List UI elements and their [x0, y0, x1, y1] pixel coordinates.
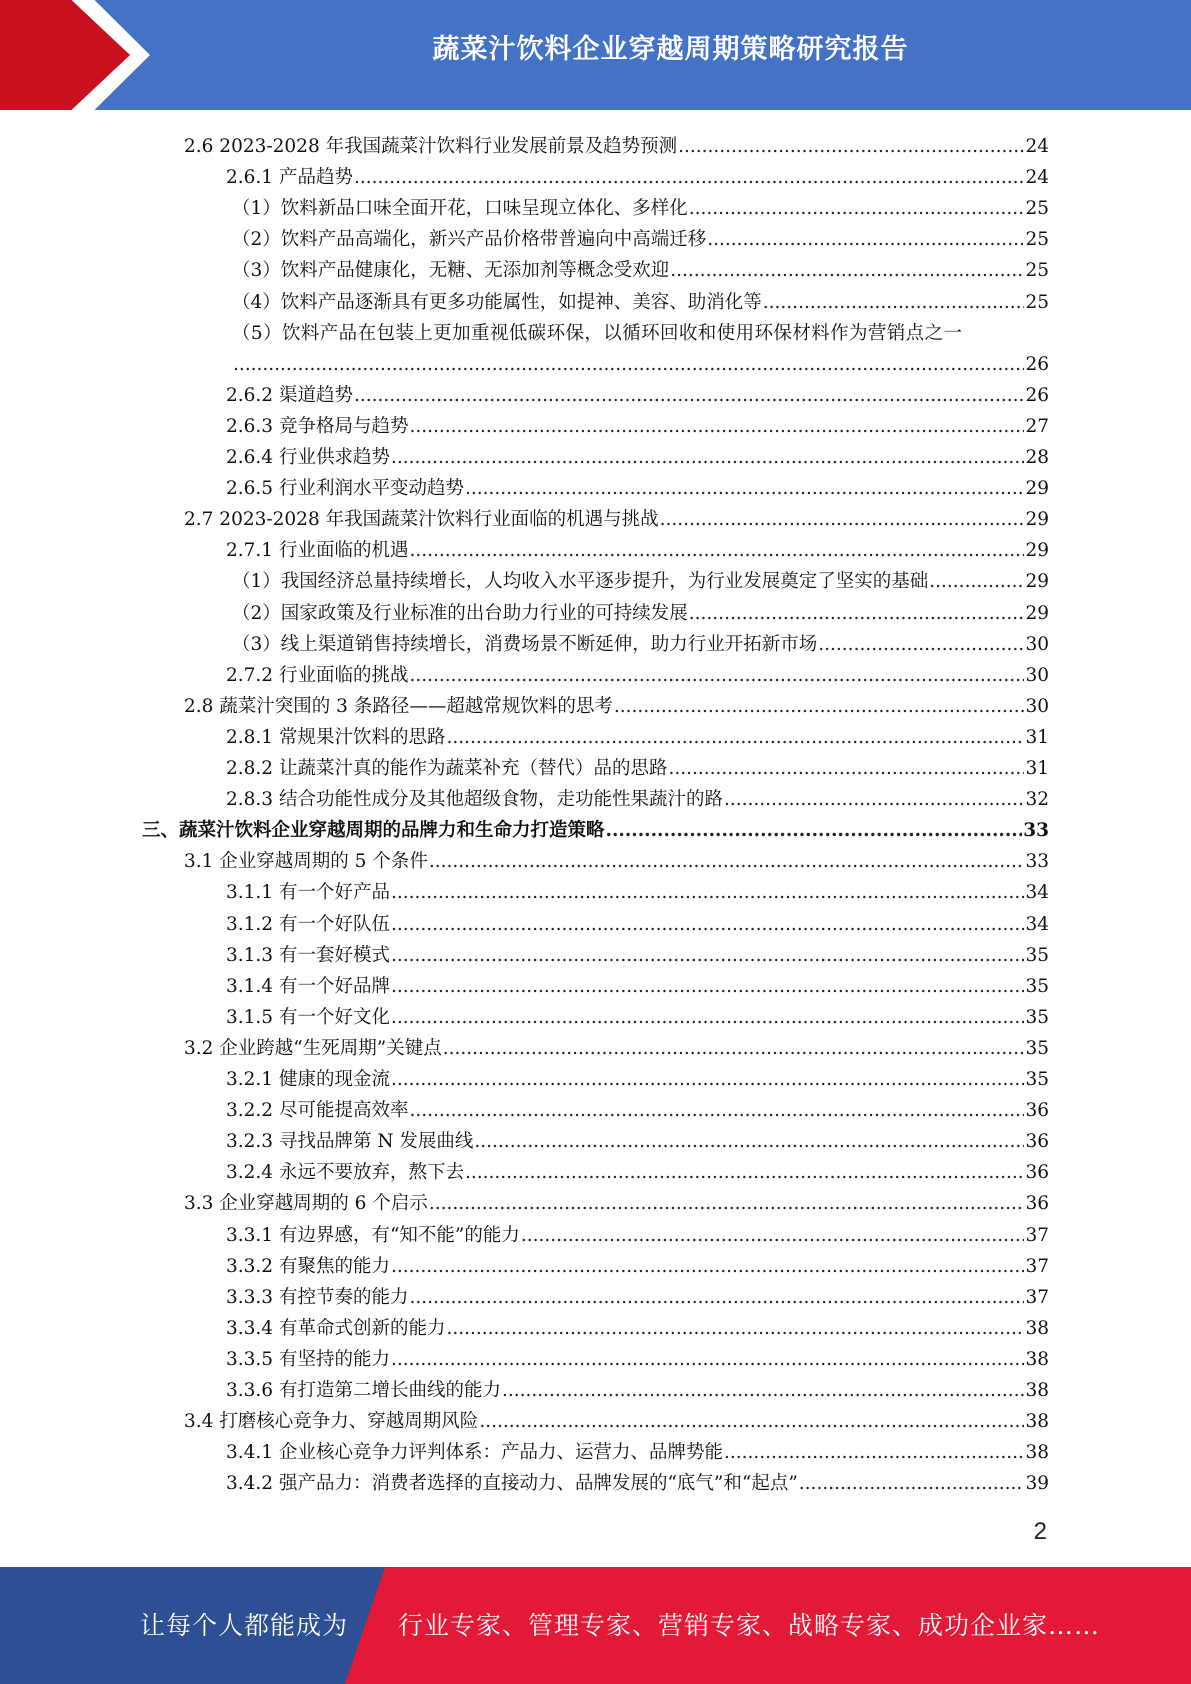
dot-leader — [391, 914, 1024, 936]
toc-entry-page: 39 — [1025, 1473, 1049, 1495]
toc-entry-title: 3.2.4 永远不要放弃，熬下去 — [226, 1162, 464, 1184]
toc-entry[interactable] — [226, 438, 1049, 469]
dot-leader — [354, 385, 1025, 407]
toc-entry-title: （1）我国经济总量持续增长，人均收入水平逐步提升，为行业发展奠定了坚实的基础 — [232, 571, 929, 593]
dot-leader — [429, 1193, 1025, 1215]
toc-entry[interactable] — [226, 998, 1049, 1029]
page-number: 2 — [1033, 1518, 1047, 1545]
dot-leader — [391, 1069, 1024, 1091]
toc-entry[interactable] — [226, 749, 1049, 780]
dot-leader — [818, 634, 1024, 656]
toc-entry-title: 3.3.5 有坚持的能力 — [226, 1348, 390, 1370]
dot-leader — [479, 1411, 1024, 1433]
toc-entry[interactable] — [232, 562, 1049, 593]
toc-entry-page: 31 — [1025, 726, 1049, 748]
toc-entry-page: 25 — [1025, 229, 1049, 251]
toc-entry[interactable] — [184, 1029, 1049, 1060]
toc-entry-title: 2.8.2 让蔬菜汁真的能作为蔬菜补充（替代）品的思路 — [226, 758, 668, 779]
toc-entry[interactable] — [226, 1091, 1049, 1122]
toc-entry[interactable] — [226, 376, 1049, 407]
toc-entry-title: 3.2 企业跨越“生死周期”关键点 — [184, 1037, 442, 1059]
toc-entry[interactable] — [226, 718, 1049, 749]
toc-entry[interactable] — [232, 314, 1049, 345]
toc-entry-title: （5）饮料产品在包装上更加重视低碳环保，以循环回收和使用环保材料作为营销点之一 — [232, 322, 963, 344]
toc-entry[interactable] — [184, 687, 1049, 718]
toc-entry[interactable] — [184, 842, 1049, 873]
dot-leader — [465, 1162, 1024, 1184]
dot-leader — [678, 136, 1024, 158]
toc-entry-title: 2.6.3 竞争格局与趋势 — [226, 415, 409, 437]
toc-entry[interactable] — [226, 1371, 1049, 1402]
dot-leader — [670, 260, 1024, 282]
footer-slogan-right: 行业专家、管理专家、营销专家、战略专家、成功企业家…… — [398, 1611, 1101, 1640]
toc-entry[interactable] — [226, 936, 1049, 967]
dot-leader — [660, 509, 1025, 531]
toc-entry-page: 36 — [1025, 1131, 1049, 1153]
dot-leader — [391, 447, 1024, 469]
toc-entry-title: 3.1.2 有一个好队伍 — [226, 913, 390, 935]
toc-entry-title: 2.7.2 行业面临的挑战 — [226, 664, 409, 686]
toc-entry-title: 3.2.1 健康的现金流 — [226, 1069, 390, 1090]
dot-leader — [391, 882, 1024, 904]
dot-leader — [233, 354, 1024, 376]
toc-entry-page: 38 — [1025, 1411, 1049, 1433]
toc-entry[interactable] — [226, 158, 1049, 189]
toc-entry-title: 3.3.3 有控节奏的能力 — [226, 1286, 409, 1308]
toc-entry[interactable] — [232, 220, 1049, 251]
toc-entry-title: 3.3.6 有打造第二增长曲线的能力 — [226, 1380, 501, 1401]
dot-leader — [724, 789, 1024, 811]
toc-entry-page: 29 — [1025, 509, 1049, 531]
toc-entry[interactable] — [184, 1402, 1049, 1433]
toc-entry[interactable] — [232, 625, 1049, 656]
toc-entry[interactable] — [226, 407, 1049, 438]
dot-leader — [446, 727, 1024, 749]
toc-entry-page: 30 — [1025, 664, 1049, 686]
toc-entry-page: 36 — [1025, 1193, 1049, 1215]
toc-entry-page: 35 — [1025, 975, 1049, 997]
dot-leader — [724, 1442, 1024, 1464]
dot-leader — [391, 976, 1024, 998]
dot-leader — [391, 945, 1024, 967]
toc-entry-page: 25 — [1025, 198, 1049, 220]
dot-leader — [502, 1380, 1024, 1402]
toc-entry-page: 25 — [1025, 291, 1049, 313]
toc-entry-title: 3.3.2 有聚焦的能力 — [226, 1255, 390, 1277]
toc-entry-title: 3.2.2 尽可能提高效率 — [226, 1100, 409, 1122]
toc-entry-title: 3.1.3 有一套好模式 — [226, 944, 390, 966]
toc-entry[interactable] — [226, 1153, 1049, 1184]
toc-entry-page: 33 — [1023, 820, 1049, 842]
toc-entry-page: 27 — [1025, 415, 1049, 437]
toc-entry-page: 36 — [1025, 1162, 1049, 1184]
toc-entry-title: （3）线上渠道销售持续增长，消费场景不断延伸，助力行业开拓新市场 — [232, 633, 818, 655]
dot-leader — [929, 571, 1024, 593]
toc-entry[interactable] — [226, 656, 1049, 687]
toc-entry-title: 2.6.5 行业利润水平变动趋势 — [226, 478, 464, 500]
toc-entry[interactable] — [226, 1340, 1049, 1371]
toc-entry-page: 37 — [1025, 1286, 1049, 1308]
toc-entry[interactable] — [226, 1278, 1049, 1309]
toc-entry[interactable] — [232, 345, 1049, 376]
toc-entry-page: 28 — [1025, 447, 1049, 468]
toc-entry-title: 2.6 2023-2028 年我国蔬菜汁饮料行业发展前景及趋势预测 — [184, 136, 678, 157]
toc-entry[interactable] — [226, 1464, 1049, 1495]
toc-entry-page: 35 — [1025, 1006, 1049, 1028]
toc-entry-page: 24 — [1025, 167, 1049, 189]
toc-entry-title: 3.2.3 寻找品牌第 N 发展曲线 — [226, 1131, 474, 1153]
toc-entry-title: 3.1.5 有一个好文化 — [226, 1006, 390, 1028]
toc-entry-page: 34 — [1025, 882, 1049, 904]
toc-entry-title: 3.4.1 企业核心竞争力评判体系：产品力、运营力、品牌势能 — [226, 1442, 723, 1464]
toc-entry[interactable] — [226, 873, 1049, 904]
toc-entry-page: 38 — [1025, 1317, 1049, 1339]
toc-entry[interactable] — [184, 1184, 1049, 1215]
toc-entry[interactable] — [184, 500, 1049, 531]
toc-entry-page: 26 — [1025, 384, 1049, 406]
dot-leader — [763, 292, 1025, 314]
dot-leader — [614, 696, 1025, 718]
toc-entry-title: 3.3 企业穿越周期的 6 个启示 — [184, 1193, 428, 1215]
toc-entry-page: 34 — [1025, 913, 1049, 935]
toc-entry[interactable] — [226, 1122, 1049, 1153]
dot-leader — [391, 1007, 1024, 1029]
toc-entry-title: 2.8.1 常规果汁饮料的思路 — [226, 726, 446, 748]
dot-leader — [409, 1100, 1024, 1122]
toc-entry-page: 31 — [1025, 758, 1049, 779]
toc-entry-page: 24 — [1025, 136, 1049, 157]
report-title: 蔬菜汁饮料企业穿越周期策略研究报告 — [432, 34, 909, 65]
toc-entry-title: 三、蔬菜汁饮料企业穿越周期的品牌力和生命力打造策略 — [142, 820, 605, 842]
toc-entry-page: 29 — [1025, 540, 1049, 562]
toc-entry-page: 38 — [1025, 1380, 1049, 1401]
toc-entry-title: 2.8 蔬菜汁突围的 3 条路径——超越常规饮料的思考 — [184, 695, 613, 717]
toc-entry[interactable] — [184, 127, 1049, 158]
toc-entry-page: 29 — [1025, 571, 1049, 593]
toc-entry-page: 36 — [1025, 1100, 1049, 1122]
toc-entry-title: 2.7 2023-2028 年我国蔬菜汁饮料行业面临的机遇与挑战 — [184, 509, 659, 531]
page-header — [0, 0, 1191, 110]
toc-entry-page: 32 — [1025, 789, 1049, 811]
dot-leader — [799, 1473, 1025, 1495]
toc-entry-page: 29 — [1025, 602, 1049, 624]
dot-leader — [429, 851, 1025, 873]
dot-leader — [689, 603, 1025, 625]
dot-leader — [474, 1131, 1024, 1153]
dot-leader — [689, 198, 1025, 220]
toc-entry[interactable] — [232, 189, 1049, 220]
toc-entry-page: 37 — [1025, 1255, 1049, 1277]
toc-entry-page: 33 — [1025, 851, 1049, 873]
dot-leader — [409, 540, 1024, 562]
toc-entry[interactable] — [226, 1060, 1049, 1091]
dot-leader — [354, 167, 1025, 189]
toc-entry-page: 37 — [1025, 1224, 1049, 1246]
toc-entry[interactable] — [232, 251, 1049, 282]
toc-entry[interactable] — [226, 1216, 1049, 1247]
toc-entry[interactable] — [226, 967, 1049, 998]
page-footer — [0, 1567, 1191, 1684]
toc-entry-page: 29 — [1025, 478, 1049, 500]
dot-leader — [668, 758, 1024, 780]
toc-entry-title: （2）国家政策及行业标准的出台助力行业的可持续发展 — [232, 602, 688, 624]
toc-entry[interactable] — [226, 1433, 1049, 1464]
toc-entry-page: 35 — [1025, 1037, 1049, 1059]
toc-entry-page: 30 — [1025, 695, 1049, 717]
toc-entry[interactable] — [232, 594, 1049, 625]
toc-entry-title: （3）饮料产品健康化，无糖、无添加剂等概念受欢迎 — [232, 260, 670, 282]
toc-entry-title: 2.8.3 结合功能性成分及其他超级食物，走功能性果蔬汁的路 — [226, 789, 723, 811]
toc-entry-title: 3.3.1 有边界感，有“知不能”的能力 — [226, 1224, 520, 1246]
toc-entry-page: 38 — [1025, 1348, 1049, 1370]
footer-slogan-left: 让每个人都能成为 — [140, 1611, 349, 1640]
toc-entry-page: 38 — [1025, 1442, 1049, 1464]
dot-leader — [521, 1225, 1025, 1247]
dot-leader — [409, 416, 1024, 438]
dot-leader — [391, 1349, 1024, 1371]
toc-entry-title: 3.1 企业穿越周期的 5 个条件 — [184, 851, 428, 873]
dot-leader — [606, 820, 1023, 842]
toc-entry-page: 35 — [1025, 944, 1049, 966]
dot-leader — [443, 1038, 1025, 1060]
toc-entry[interactable] — [142, 811, 1049, 842]
dot-leader — [409, 1287, 1024, 1309]
toc-entry[interactable] — [226, 780, 1049, 811]
toc-entry-title: （2）饮料产品高端化，新兴产品价格带普遍向中高端迁移 — [232, 229, 707, 251]
toc-entry-page: 35 — [1025, 1069, 1049, 1090]
toc-entry[interactable] — [232, 283, 1049, 314]
toc-entry[interactable] — [226, 1247, 1049, 1278]
toc-entry[interactable] — [226, 905, 1049, 936]
toc-entry-title: 2.6.1 产品趋势 — [226, 167, 353, 189]
toc-entry-title: 2.7.1 行业面临的机遇 — [226, 540, 409, 562]
toc-entry-title: 2.6.4 行业供求趋势 — [226, 447, 390, 468]
toc-entry[interactable] — [226, 469, 1049, 500]
toc-entry-title: 2.6.2 渠道趋势 — [226, 384, 353, 406]
toc-entry-page: 25 — [1025, 260, 1049, 282]
dot-leader — [391, 1256, 1024, 1278]
dot-leader — [409, 665, 1024, 687]
toc-entry-page: 26 — [1025, 353, 1049, 375]
dot-leader — [707, 229, 1024, 251]
toc-entry[interactable] — [226, 531, 1049, 562]
toc-entry-title: （1）饮料新品口味全面开花，口味呈现立体化、多样化 — [232, 198, 688, 220]
toc-entry-title: （4）饮料产品逐渐具有更多功能属性，如提神、美容、助消化等 — [232, 291, 762, 313]
toc-entry-title: 3.1.1 有一个好产品 — [226, 882, 390, 904]
toc-entry[interactable] — [226, 1309, 1049, 1340]
toc-entry-title: 3.1.4 有一个好品牌 — [226, 975, 390, 997]
toc-entry-title: 3.4 打磨核心竞争力、穿越周期风险 — [184, 1411, 479, 1433]
toc-entry-title: 3.3.4 有革命式创新的能力 — [226, 1317, 446, 1339]
toc-entry-title: 3.4.2 强产品力：消费者选择的直接动力、品牌发展的“底气”和“起点” — [226, 1473, 798, 1495]
dot-leader — [446, 1318, 1024, 1340]
toc-entry-page: 30 — [1025, 633, 1049, 655]
dot-leader — [465, 478, 1024, 500]
